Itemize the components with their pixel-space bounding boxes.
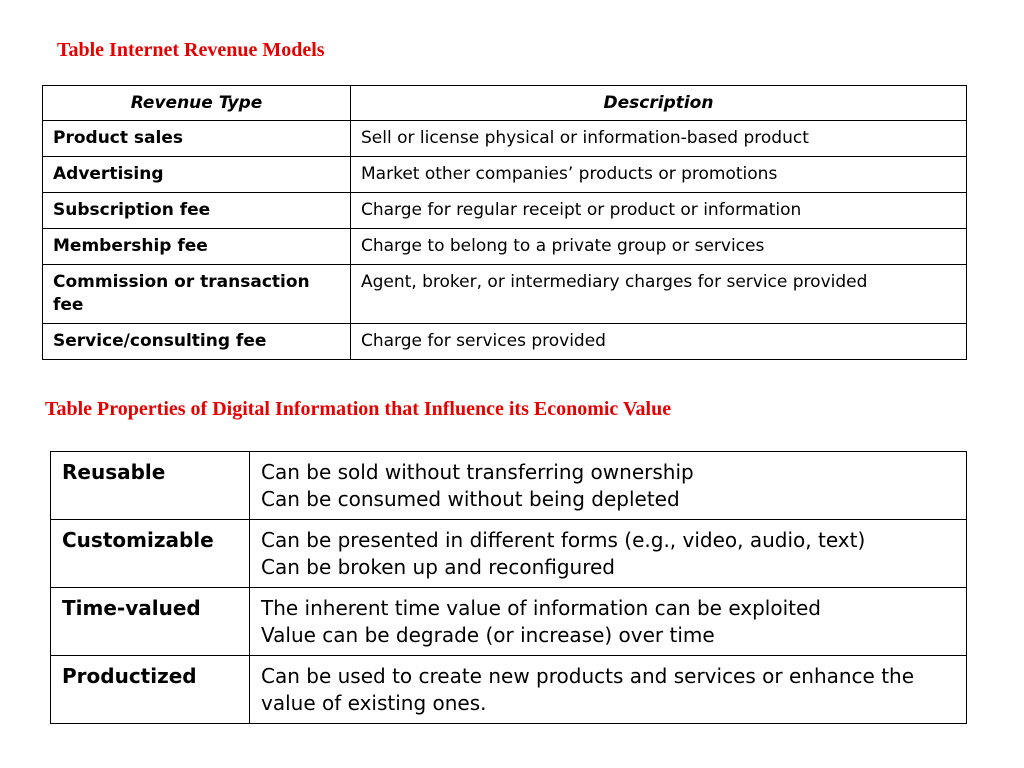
property-cell: Reusable [51,452,250,520]
description-cell: Sell or license physical or information-based product [351,121,967,157]
property-cell: Time-valued [51,588,250,656]
description-line: Can be consumed without being depleted [261,487,680,511]
revenue-type-cell: Service/consulting fee [43,324,351,360]
property-description-cell [250,520,967,588]
property-description-cell [250,656,967,724]
property-cell: Customizable [51,520,250,588]
table-header-row [43,86,967,121]
description-cell: Market other companies’ products or promotions [351,157,967,193]
revenue-type-cell: Product sales [43,121,351,157]
header-revenue-type: Revenue Type [43,86,351,121]
header-description: Description [351,86,967,121]
table-row [51,452,967,520]
digital-properties-table [50,451,967,724]
table-row [51,520,967,588]
description-line: Value can be degrade (or increase) over time [261,623,715,647]
description-line: Can be sold without transferring ownership [261,460,694,484]
properties-table-title: Table Properties of Digital Information that Influence its Economic Value [45,398,672,420]
property-description-cell [250,588,967,656]
revenue-models-table [42,85,967,360]
table-row [43,121,967,157]
revenue-type-cell: Membership fee [43,229,351,265]
table-row [43,229,967,265]
revenue-type-cell: Advertising [43,157,351,193]
table-row [51,656,967,724]
description-line: Can be used to create new products and services or enhance the value of existing ones. [261,664,915,715]
table-row [43,193,967,229]
table-row [51,588,967,656]
revenue-table-title: Table Internet Revenue Models [57,39,325,61]
property-cell: Productized [51,656,250,724]
description-cell: Charge to belong to a private group or services [351,229,967,265]
description-line: Can be broken up and reconfigured [261,555,615,579]
description-line: The inherent time value of information can be exploited [261,596,821,620]
description-line: Can be presented in different forms (e.g., video, audio, text) [261,528,866,552]
description-cell: Charge for regular receipt or product or information [351,193,967,229]
table-row [43,265,967,324]
description-cell: Agent, broker, or intermediary charges for service provided [351,265,967,324]
revenue-type-cell: Commission or transaction fee [43,265,351,324]
table-row [43,157,967,193]
property-description-cell [250,452,967,520]
description-cell: Charge for services provided [351,324,967,360]
revenue-type-cell: Subscription fee [43,193,351,229]
table-row [43,324,967,360]
